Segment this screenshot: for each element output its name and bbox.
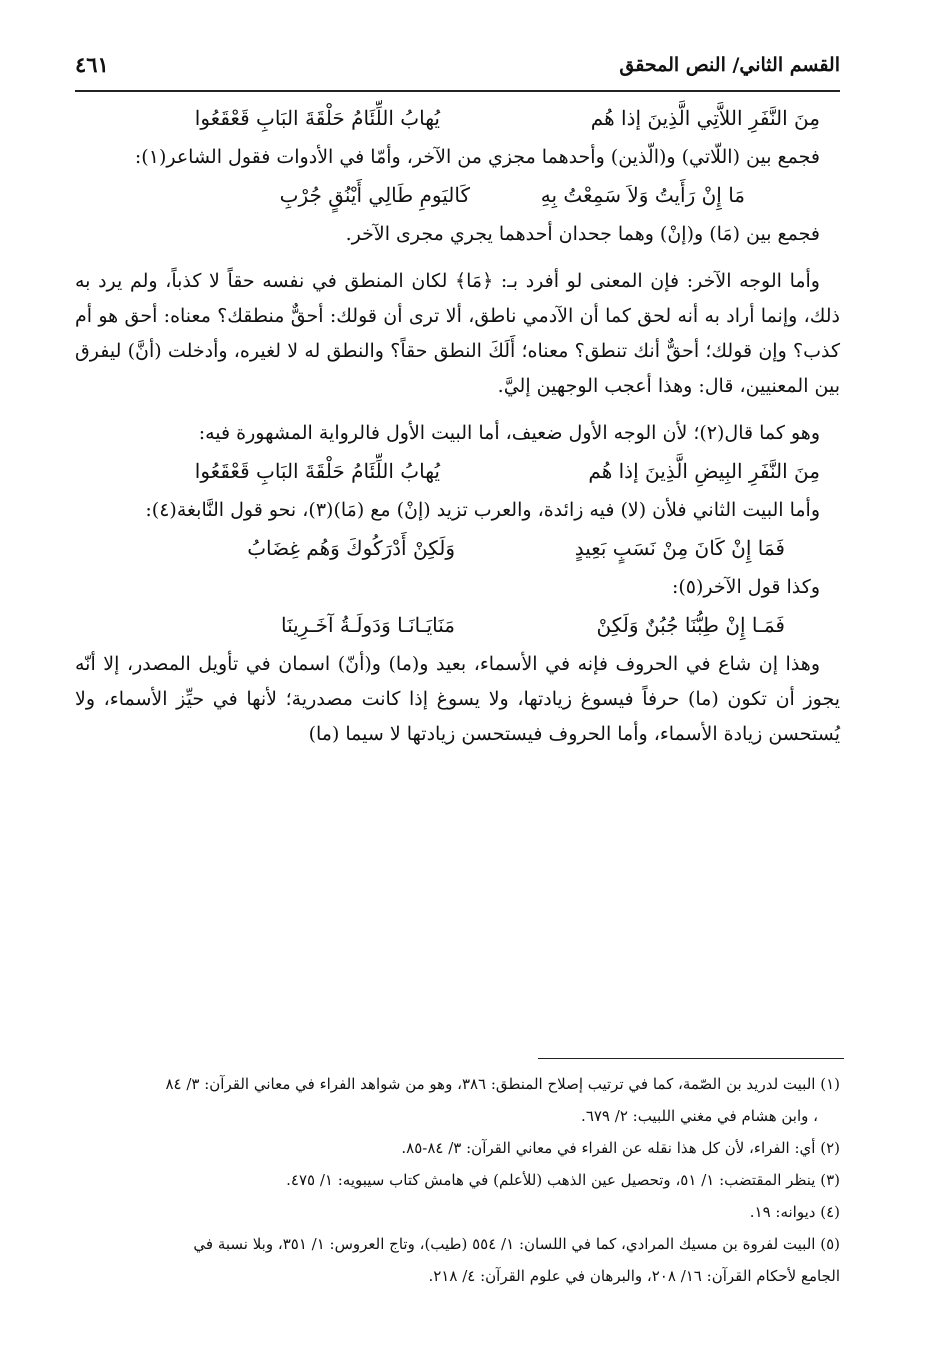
verse-second-hemistich: يُهابُ اللِّئَامُ حَلْقَةَ البَابِ قَعْقَعُوا: [194, 106, 440, 130]
verse-second-hemistich: كَاليَومِ طَالِي أَيْنُقٍ جُرْبِ: [279, 183, 470, 207]
paragraph: فجمع بين (اللّاتي) و(الّذين) وأحدهما مجزي من الآخر، وأمّا في الأدوات فقول الشاعر(١):: [134, 146, 820, 168]
verse-second-hemistich: وَلَكِنْ أَدْرَكُوكَ وَهُم غِضَابُ: [247, 536, 455, 560]
verse-first-hemistich: مَا إِنْ رَأَيتُ وَلاَ سَمِعْتُ بِهِ: [540, 183, 745, 207]
footnotes: [75, 1068, 840, 1292]
footnote-1: (١) البيت لدريد بن الصّمة، كما في ترتيب إصلاح المنطق: ٣٨٦، وهو من شواهد الفراء في معاني القرآن: ٣/ ٨٤: [165, 1075, 840, 1093]
paragraph: وهو كما قال(٢)؛ لأن الوجه الأول ضعيف، أما البيت الأول فالرواية المشهورة فيه:: [198, 422, 820, 444]
verse-first-hemistich: مِنَ النَّفَرِ اللاَّتِي الَّذِينَ إذا هُم: [590, 106, 820, 130]
paragraph: وهذا إن شاع في الحروف فإنه في الأسماء، بعيد و(ما) و(أنّ) اسمان في تأويل المصدر، إلا أنّه يجوز أن تكون (ما) حرفاً فيسوغ زيادتها، ولا يسوغ إذا كانت مصدرية؛ لأنها في حيِّز الأسماء، ولا يُستحسن زيادة الأسماء، وأما الحروف فيستحسن زيادتها لا سيما (ما): [75, 653, 840, 745]
footnote-1-continued: ، وابن هشام في مغني اللبيب: ٢/ ٦٧٩.: [581, 1107, 818, 1125]
verse-first-hemistich: فَمَا إِنْ كَانَ مِنْ نَسَبٍ بَعِيدٍ: [574, 536, 785, 560]
verse-first-hemistich: مِنَ النَّفَرِ البِيضِ الَّذِينَ إذا هُم: [588, 459, 820, 483]
paragraph: وكذا قول الآخر(٥):: [671, 576, 820, 598]
main-text: [75, 98, 840, 752]
running-head: القسم الثاني/ النص المحقق: [619, 54, 840, 76]
footnote-5-continued: الجامع لأحكام القرآن: ١٦/ ٢٠٨، والبرهان في علوم القرآن: ٤/ ٢١٨.: [428, 1267, 840, 1285]
poetry-verse: [75, 528, 840, 570]
page-number: ٤٦١: [75, 52, 109, 77]
verse-second-hemistich: يُهابُ اللِّئَامُ حَلْقَةَ البَابِ قَعْقَعُوا: [194, 459, 440, 483]
verse-first-hemistich: فَمَـا إِنْ طِبُّنَا جُبُنٌ وَلَكِنْ: [596, 613, 785, 637]
paragraph: وأما البيت الثاني فلأن (لا) فيه زائدة، والعرب تزيد (إنْ) مع (مَا)(٣)، نحو قول النَّابغة(٤):: [145, 499, 820, 521]
poetry-verse: [75, 175, 840, 217]
footnote-4: (٤) ديوانه: ١٩.: [749, 1203, 840, 1221]
page-header: [75, 40, 840, 92]
poetry-verse: [75, 451, 840, 493]
poetry-verse: [75, 98, 840, 140]
footnote-3: (٣) ينظر المقتضب: ١/ ٥١، وتحصيل عين الذهب (للأعلم) في هامش كتاب سيبويه: ١/ ٤٧٥.: [286, 1171, 840, 1189]
footnote-2: (٢) أي: الفراء، لأن كل هذا نقله عن الفراء في معاني القرآن: ٣/ ٨٤-٨٥.: [401, 1139, 840, 1157]
footnote-5: (٥) البيت لفروة بن مسيك المرادي، كما في اللسان: ١/ ٥٥٤ (طيب)، وتاج العروس: ١/ ٣٥١، وبلا نسبة في: [193, 1235, 840, 1253]
footnote-separator: [538, 1058, 844, 1059]
verse-second-hemistich: مَنَايَـانَـا وَدَولَـةُ آخَـرِينَا: [280, 613, 455, 637]
paragraph: فجمع بين (مَا) و(إنْ) وهما جحدان أحدهما يجري مجرى الآخر.: [345, 223, 820, 245]
paragraph: وأما الوجه الآخر: فإن المعنى لو أفرد بـ: ﴿مَا﴾ لكان المنطق في نفسه حقاً لا كذباً، ولم يرد به ذلك، وإنما أراد به أنه لحق كما أن الآدمي ناطق، ألا ترى أن قولك: أحقٌّ منطقك؟ معناه: أحق هو أم كذب؟ وإن قولك؛ أحقٌّ أنك تنطق؟ معناه؛ أَلَكَ النطق حقاً؟ والنطق له لا لغيره، وأدخلت (أنَّ) ليفرق بين المعنيين، قال: وهذا أعجب الوجهين إليَّ.: [75, 270, 840, 397]
poetry-verse: [75, 605, 840, 647]
